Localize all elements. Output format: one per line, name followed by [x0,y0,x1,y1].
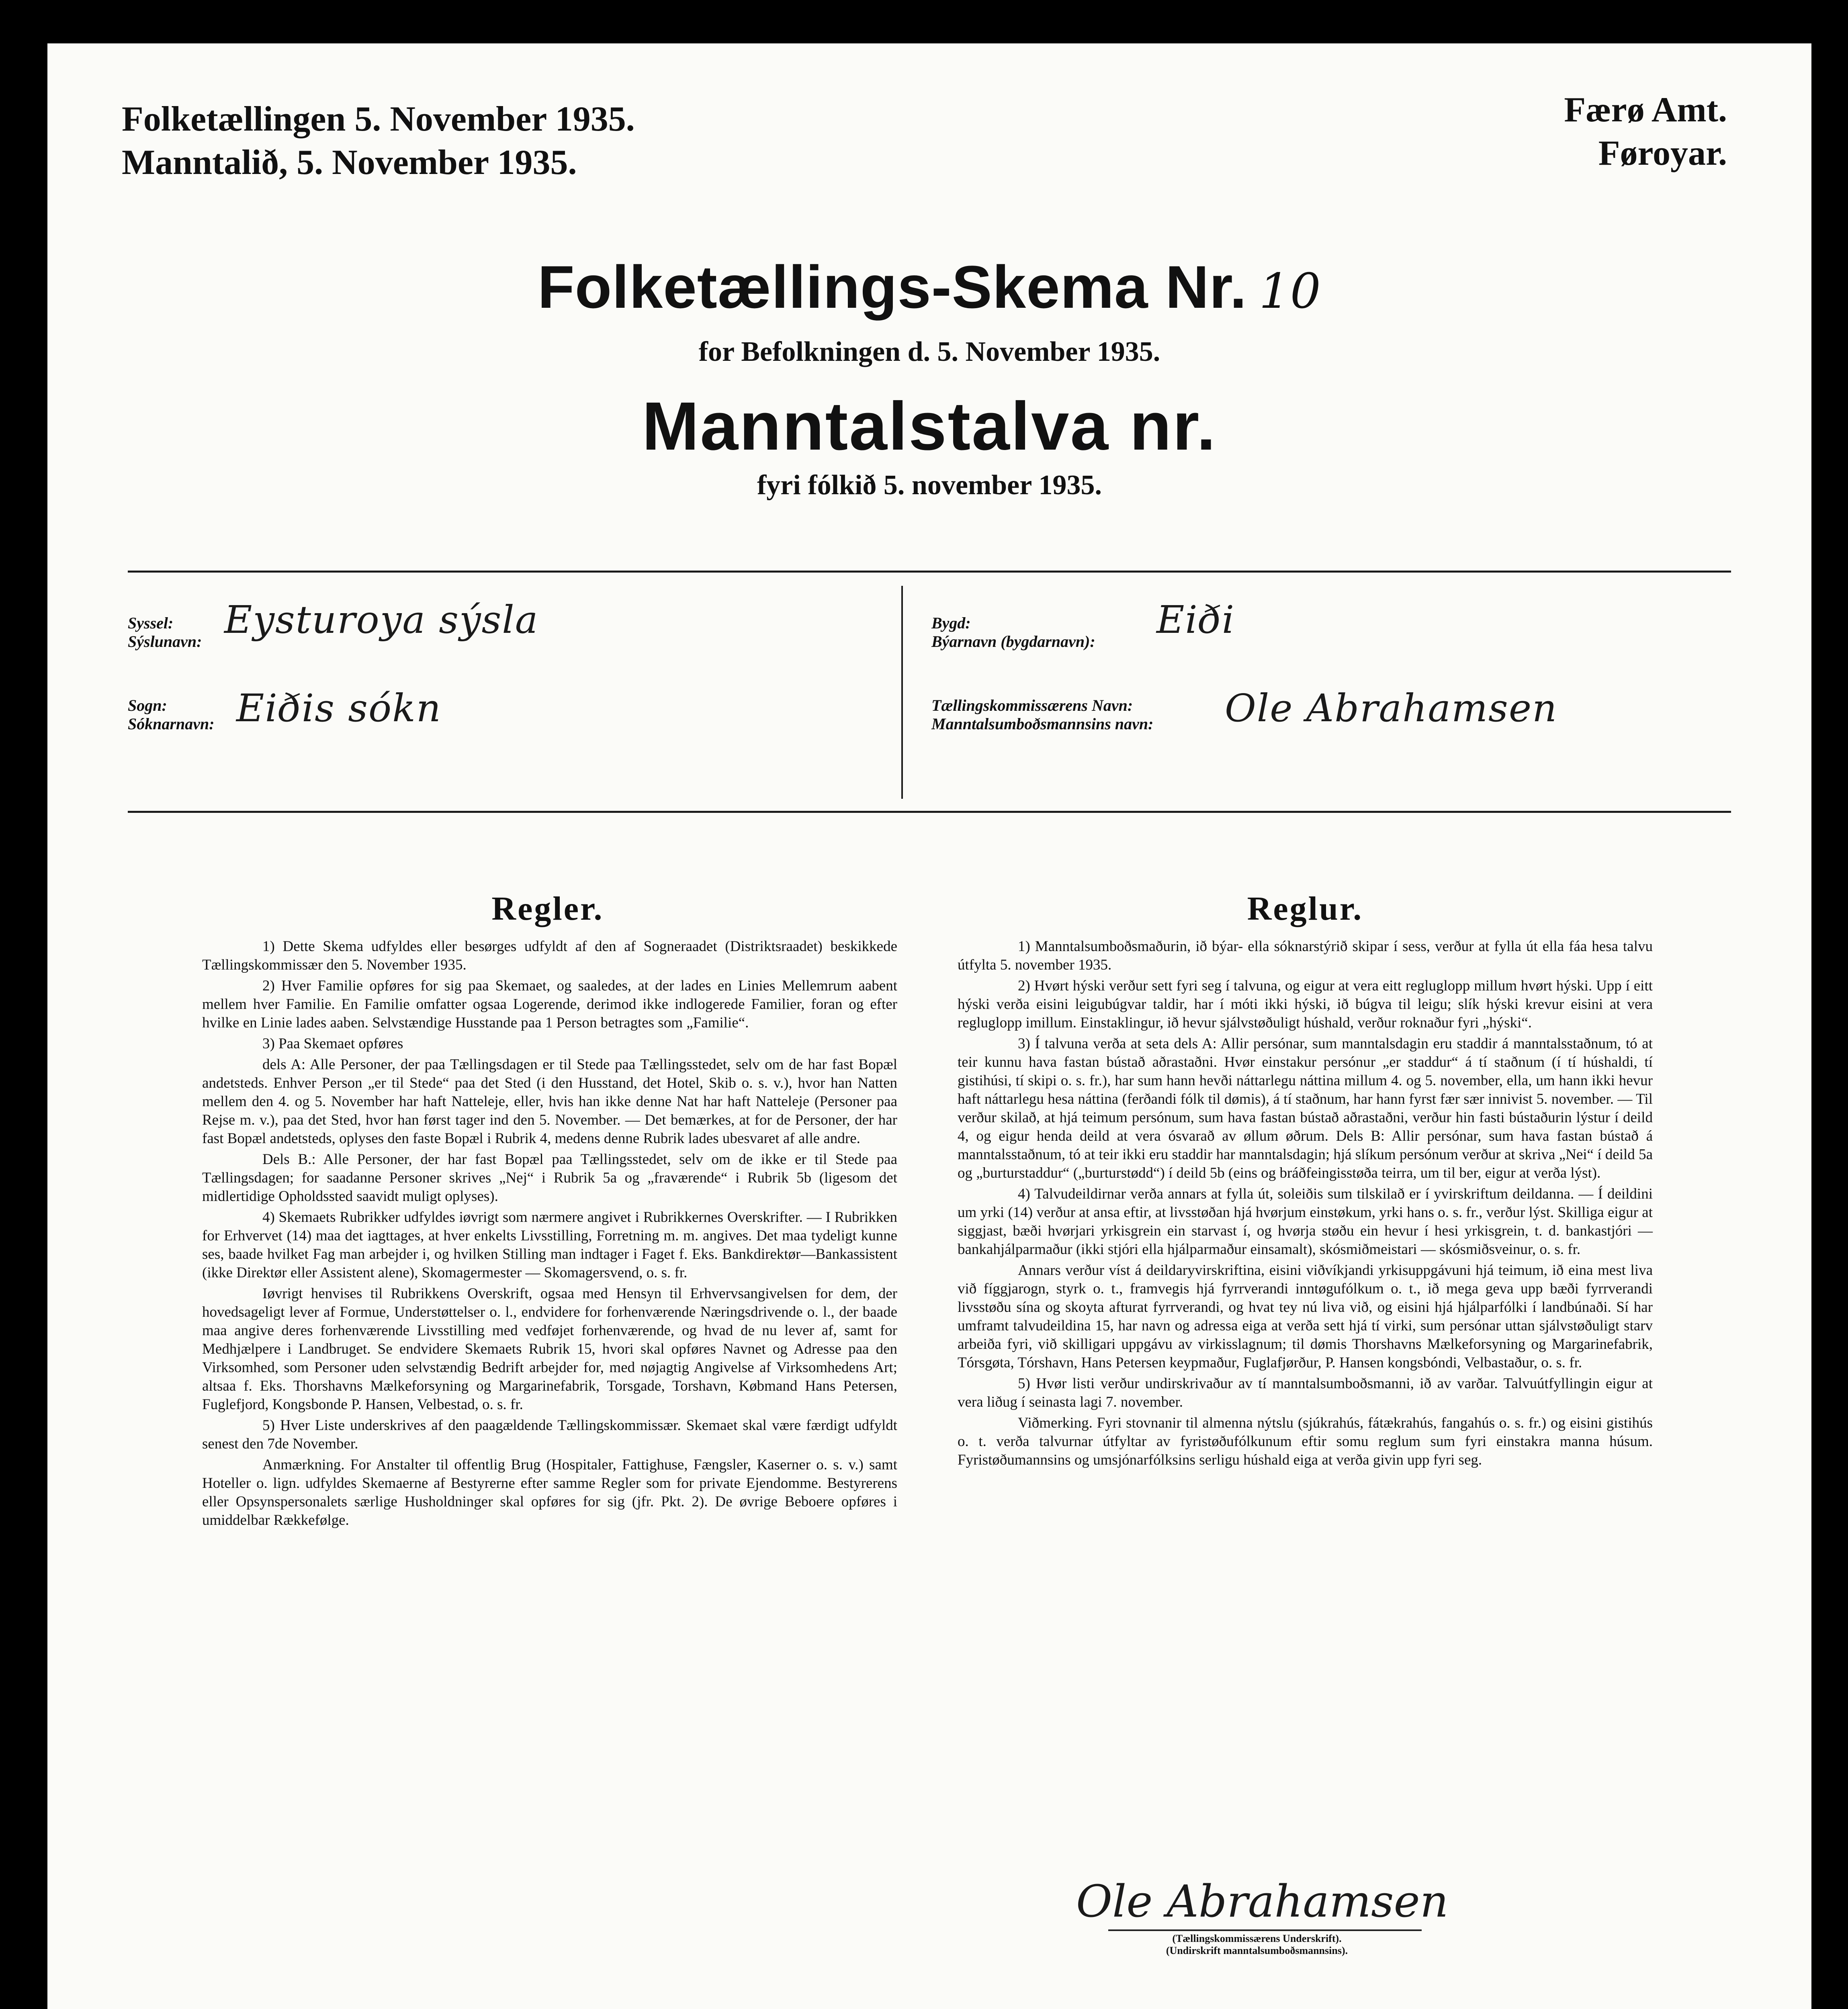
syssel-value: Eysturoya sýsla [224,598,539,642]
header-county-da: Færø Amt. [1564,90,1727,129]
rules-da-paragraph: Dels B.: Alle Personer, der har fast Bopæl paa Tællingsstedet, selv om de ikke er til Stede paa Tællingsdagen; for saadanne Personer skrives „Nej“ i Rubrik 5a og „fraværende“ i Rubrik 5b (ligesom det midlertidige Opholdssted saavidt muligt oplyses). [202,1151,897,1205]
commissioner-value: Ole Abrahamsen [1225,686,1558,730]
rules-fo-paragraph: 2) Hvørt hýski verður sett fyri seg í talvuna, og eigur at vera eitt regluglopp millum hvørt hýski. Upp í eitt hýski verða eisini leigubúgvar taldir, har í móti ikki hýski, ið búgva til leigu; slík hýski krevur eisini at vera regluglopp imillum. Einstaklingur, ið hevur sjálvstøðuligt húshald, verður roknaður fyri „hýski“. [958,978,1653,1031]
header-right [1564,88,1727,175]
rules-fo-heading: Reglur. [1247,890,1363,927]
sogn-value: Eiðis sókn [236,686,442,730]
bygd-label-da: Bygd: [931,614,971,632]
form-number-handwritten: 10 [1259,264,1321,319]
rules-fo-body [958,937,1653,1472]
fields-divider [901,586,903,799]
rules-da-paragraph: 4) Skemaets Rubrikker udfyldes iøvrigt som nærmere angivet i Rubrikkernes Overskrifter. — I Rubrikken for Erhvervet (14) maa det iagttages, at hver enkelts Livsstilling, Forretning m. m. angives. Det maa tydeligt kunne ses, baade hvilket Fag man arbejder i, og hvilken Stilling man indtager i Faget f. Eks. Bankdirektør—Bankassistent (ikke Direktør eller Assistent alene), Skomagermester — Skomagersvend, o. s. fr. [202,1209,897,1281]
bygd-label-fo: Býarnavn (bygdarnavn): [931,632,1095,651]
form-subtitle-fo: fyri fólkið 5. november 1935. [757,470,1102,501]
rules-fo-paragraph: 5) Hvør listi verður undirskrivaður av tí manntalsumboðsmanni, ið av varðar. Talvuútfyllingin eigur at vera liðug í seinasta lagi 7. november. [958,1375,1653,1410]
rules-da-paragraph: dels A: Alle Personer, der paa Tællingsdagen er til Stede paa Tællingsstedet, selv om de har fast Bopæl andetsteds. Enhver Person „er til Stede“ paa det Sted (i den Husstand, det Hotel, Skib o. s. v.), hvor han Natten mellem den 4. og 5. November har haft Natteleje, eller, hvis han ikke denne Nat har haft Natteleje (Personer paa Rejse m. v.), paa det Sted, hvor han først tager ind den 5. November. — Det bemærkes, at for de Personer, der har fast Bopæl andetsteds, oplyses den faste Bopæl i Rubrik 4, medens denne Rubrik lades ubesvaret af alle andre. [202,1056,897,1147]
rules-da-paragraph: Anmærkning. For Anstalter til offentlig Brug (Hospitaler, Fattighuse, Fængsler, Kaserner o. s. v.) samt Hoteller o. lign. udfyldes Skemaerne af Bestyrerne efter samme Regler som for private Ejendomme. Bestyrerens eller Opsynspersonalets særlige Husholdninger skal opføres for sig (jfr. Pkt. 2). De øvrige Beboere opføres i umiddelbar Rækkefølge. [202,1457,897,1528]
rules-fo-paragraph: Annars verður víst á deildaryvirskriftina, eisini viðvíkjandi yrkisuppgávuni hjá teimum, ið eina mest liva við fíggjarogn, styrk o. t., framvegis hjá fyrrverandi inntøgufólkum o. t., ið mega geva upp bæði fyrrverandi livsstøðu sína og skoyta afturat fyrrverandi, og hvat tey nú liva við, og eisini hjá hjálparfólki í landbúnaði. Sí har umframt talvudeildina 15, har navn og adressa eiga at verða sett hjá tí virki, sum persónar uttan sjálvstøðuligt starv arbeiða fyri, við skilligari uppgávu av virkisslagnum; til dømis Thorshavns Mælkeforsyning og Margarinefabrik, Tórsgøta, Tórshavn, Hans Petersen keypmaður, Fuglafjørður, P. Hansen kongsbóndi, Velbastaður, o. s. fr. [958,1262,1653,1371]
syssel-label [128,614,202,651]
signature-name: Ole Abrahamsen [1076,1876,1449,1927]
rules-da-paragraph: 1) Dette Skema udfyldes eller besørges udfyldt af den af Sogneraadet (Distriktsraadet) beskikkede Tællingskommissær den 5. November 1935. [202,938,897,973]
signature-caption-da: (Tællingskommissærens Underskrift). [1172,1933,1342,1944]
fields-bottom-divider [128,811,1731,813]
rules-da-body [202,937,897,1532]
rules-da-paragraph: 2) Hver Familie opføres for sig paa Skemaet, og saaledes, at der lades en Linies Mellemrum aabent mellem hver Familie. En Familie omfatter ogsaa Logerende, derimod ikke indlogerede Familier, foran og efter hvilke en Linie lades aaben. Selvstændige Husstande paa 1 Person betragtes som „Familie“. [202,978,897,1031]
sogn-label-fo: Sóknarnavn: [128,715,215,733]
rules-da-paragraph: 3) Paa Skemaet opføres [262,1035,403,1052]
syssel-label-fo: Sýslunavn: [128,632,202,651]
form-title-da [47,252,1811,322]
commissioner-label [931,696,1153,733]
header-county-fo: Føroyar. [1598,134,1727,173]
rules-da-paragraph: Iøvrigt henvises til Rubrikkens Overskrift, ogsaa med Hensyn til Erhvervsangivelsen for dem, der hovedsageligt lever af Formue, Understøttelser o. l., endvidere for forhenværende Næringsdrivende o. l., der baade maa angive deres forhenværende Livsstilling med vedføjet forhenværende, og hvad de nu lever af, samt for Medhjælpere i Landbruget. Se endvidere Skemaets Rubrik 15, hvori skal opføres Navnet og Adresse paa den Virksomhed, som Personer uden selvstændig Bedrift arbejder for, med nøjagtig Angivelse af Virksomhedens Art; altsaa f. Eks. Thorshavns Mælkeforsyning og Margarinefabrik, Torsgade, Torshavn, Købmand Hans Petersen, Fuglefjord, Kongsbonde P. Hansen, Velbestad, o. s. fr. [202,1285,897,1413]
form-subtitle-da: for Befolkningen d. 5. November 1935. [698,336,1160,367]
commissioner-label-da: Tællingskommissærens Navn: [931,696,1133,714]
signature-caption-fo: (Undirskrift manntalsumboðsmannsins). [1166,1945,1348,1956]
syssel-label-da: Syssel: [128,614,174,632]
rules-fo-paragraph: 4) Talvudeildirnar verða annars at fylla út, soleiðis sum tilskilað er í yvirskriftum deildanna. — Í deildini um yrki (14) verður at ansa eftir, at livsstøðan hjá hvørjum einstøkum, yrki hans o. s. fr., verður lýst. Skilliga eigur at siggjast, bæði hvørjari yrkisgrein ein starvast í, og hvørja støðu ein hevur í hesi yrkisgrein, t. d. bankastjóri — bankahjálparmaður (ikki stjóri ella hjálparmaður einsamalt), skósmiðmeistari — skósmiðsveinur, o. s. fr. [958,1186,1653,1258]
rules-da-heading: Regler. [491,890,604,927]
header-left [122,98,635,184]
form-title-fo: Manntalstalva nr. [642,388,1217,464]
header-census-title-fo: Manntalið, 5. November 1935. [122,143,577,182]
bygd-value: Eiði [1156,598,1235,642]
form-title-text: Folketællings-Skema Nr. [538,253,1247,321]
rules-fo-paragraph: Viðmerking. Fyri stovnanir til almenna nýtslu (sjúkrahús, fátækrahús, fangahús o. s. fr.) og eisini gistihús o. t. verða talvurnar útfyltar av fyristøðufólkunum eftir somu reglum sum fyri einstakra manna húsum. Fyristøðumannsins og umsjónarfólksins serligu húshald eiga at verða givin upp fyri seg. [958,1415,1653,1468]
rules-da-paragraph: 5) Hver Liste underskrives af den paagældende Tællingskommissær. Skemaet skal være færdigt udfyldt senest den 7de November. [202,1417,897,1452]
signature-block [1076,1876,1478,1957]
sogn-label-da: Sogn: [128,696,167,714]
sogn-label [128,696,215,733]
top-divider [128,571,1731,573]
signature-line [1108,1929,1422,1931]
census-form-sheet [47,43,1811,2009]
commissioner-label-fo: Manntalsumboðsmannsins navn: [931,715,1154,733]
rules-fo-paragraph: 1) Manntalsumboðsmaðurin, ið býar- ella sóknarstýrið skipar í sess, verður at fylla út ella fáa hesa talvu útfylta 5. november 1935. [958,938,1653,973]
rules-fo-paragraph: 3) Í talvuna verða at seta dels A: Allir persónar, sum manntalsdagin eru staddir á manntalsstaðnum, tó at teir kunnu hava fastan bústað aðrastaðni. Hvør einstakur persónur „er staddur“ á tí staðnum (í tí húshaldi, tí gistihúsi, tí skipi o. s. fr.), har sum hann hevði náttarlegu náttina millum 4. og 5. november, ella, um hann ikki hevur haft náttarlegu hesa náttina (ferðandi fólk til dømis), á tí staðnum, har hann fyrst fær sær innivist 5. november. — Til verður skilað, at hjá teimum persónum, sum hava fastan bústað aðrastaðni, verður hin fasti bústaðurin lýstur í deild 4, og eigur henda deild at vera ósvarað av øllum øðrum. Dels B: Allir persónar, sum hava fastan bústað á manntalsstaðnum, tó at teir ikki eru staddir har manntalsdagin; hjá slíkum persónum verður at skriva „Nei“ í deild 5a og „burturstaddur“ („burturstødd“) í deild 5b (eins og bráðfeingisstøða teirra, um til ber, eigur at verða lýst). [958,1035,1653,1181]
header-census-title-da: Folketællingen 5. November 1935. [122,100,635,139]
bygd-label [931,614,1095,651]
